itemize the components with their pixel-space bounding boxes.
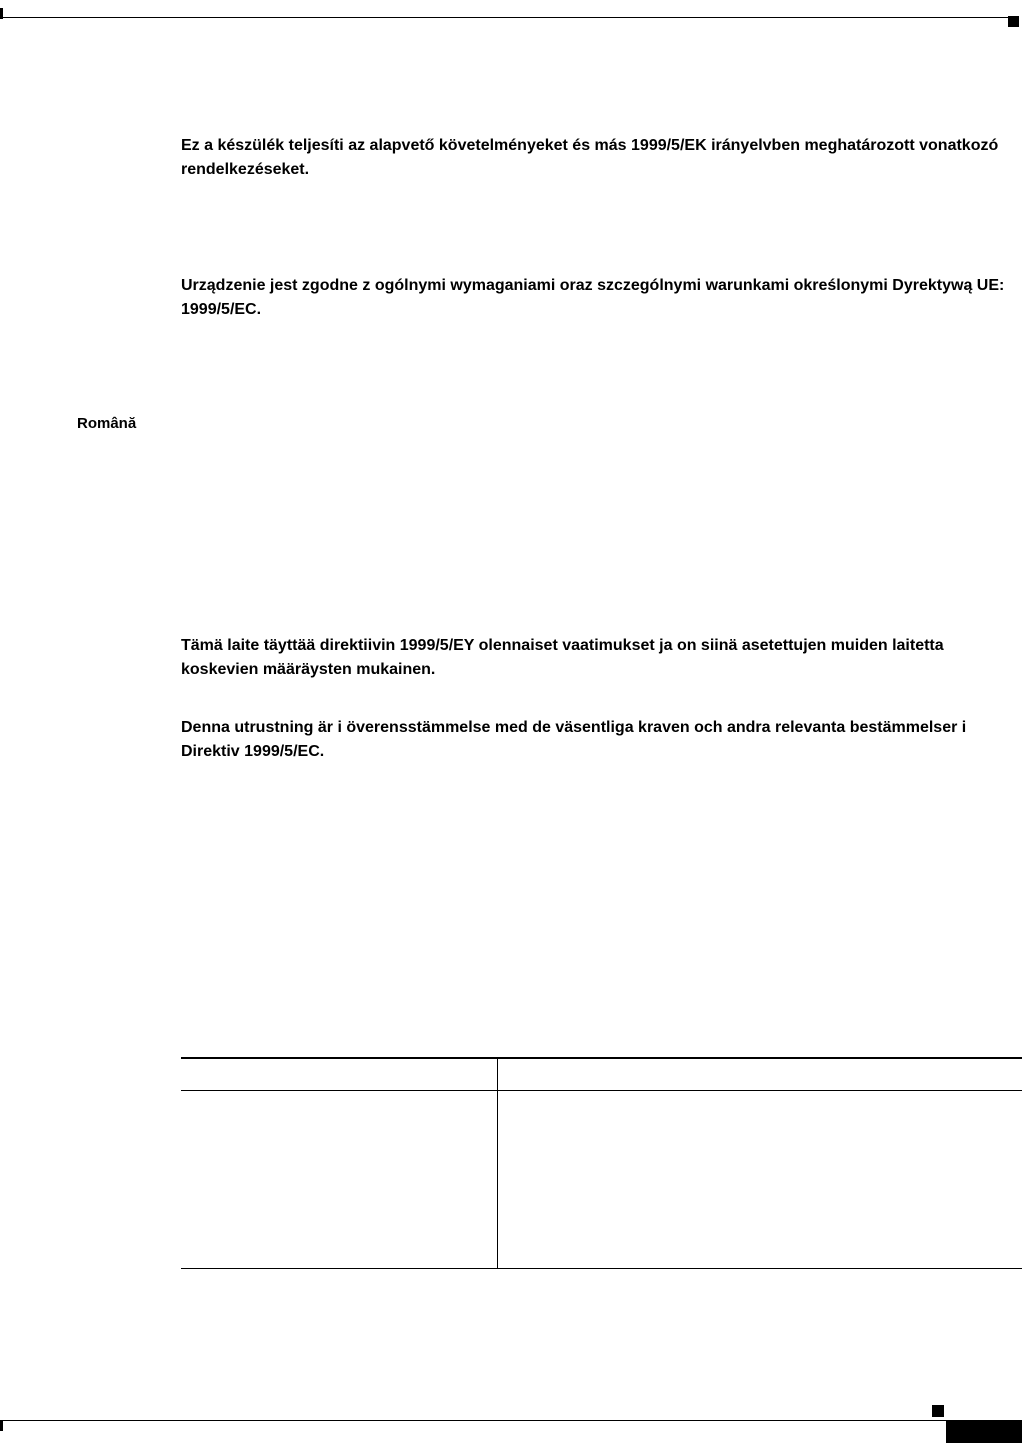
table-header-separator bbox=[181, 1090, 1022, 1091]
table-bottom-rule bbox=[181, 1268, 1022, 1269]
declaration-hungarian: Ez a készülék teljesíti az alapvető követelményeket és más 1999/5/EK irányelvben meghatározott vonatkozó rendelkezéseket. bbox=[181, 137, 999, 178]
declaration-polish: Urządzenie jest zgodne z ogólnymi wymaganiami oraz szczególnymi warunkami określonymi Dyrektywą UE: 1999/5/EC. bbox=[181, 277, 1005, 318]
header-rule bbox=[0, 17, 1010, 18]
declaration-finnish: Tämä laite täyttää direktiivin 1999/5/EY olennaiset vaatimukset ja on siinä asetettujen muiden laitetta koskevien määräysten mukainen. bbox=[181, 637, 944, 678]
table-header-rule bbox=[181, 1057, 1022, 1059]
footer-rule bbox=[0, 1420, 1022, 1421]
header-corner-marker bbox=[1008, 16, 1019, 27]
table-column-divider bbox=[497, 1057, 498, 1269]
footer-page-tab bbox=[946, 1421, 1022, 1443]
footer-marker bbox=[932, 1405, 944, 1417]
language-label-romanian: Română bbox=[77, 415, 137, 432]
footer-corner-tick bbox=[0, 1420, 3, 1431]
declaration-swedish: Denna utrustning är i överensstämmelse med de väsentliga kraven och andra relevanta bestämmelser i Direktiv 1999/5/EC. bbox=[181, 719, 967, 760]
empty-table bbox=[181, 1057, 1022, 1270]
